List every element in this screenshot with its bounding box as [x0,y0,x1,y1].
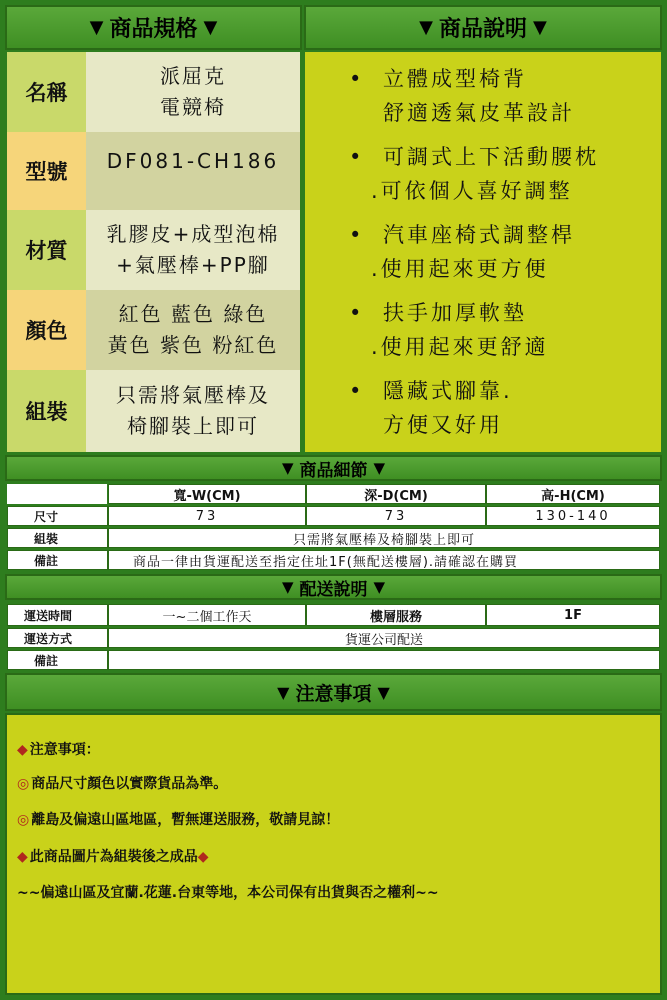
diamond-icon: ◆ [17,849,28,865]
spec-value-line: 乳膠皮+成型泡棉 [106,222,280,246]
row-label-assembly: 組裝 [7,528,108,548]
spec-label-color [7,290,86,370]
triangle-down-icon: ▼ [373,459,386,477]
triangle-down-icon: ▼ [89,17,104,38]
diamond-icon: ◆ [197,849,209,865]
note-text: 此商品圖片為組裝後之成品 [29,849,198,865]
detail-section-header [5,455,662,481]
spec-label-text: 顏色 [25,319,68,343]
spec-label-material [7,210,86,290]
spec-label-text: 組裝 [25,400,68,424]
bullet-icon: • [349,223,365,247]
desc-header-title: 商品說明 [438,17,527,42]
spec-value-assembly [86,370,300,452]
triangle-down-icon: ▼ [533,17,547,38]
triangle-down-icon: ▼ [281,459,294,477]
spec-header-title: 商品規格 [109,17,198,42]
desc-panel [305,52,661,452]
desc-line: 汽車座椅式調整桿 [383,223,575,247]
bullet-icon: • [349,301,365,325]
note-line [17,846,211,866]
circle-dot-icon: ◎ [17,812,30,828]
tilde-marker: ~~ [17,885,41,901]
floor-service-value: 1F [486,604,660,626]
notes-section-header [5,673,662,711]
spec-value-line: 派屈克 [160,64,226,88]
row-label-remark: 備註 [7,550,108,570]
note-text: 離島及偏遠山區地區，暫無運送服務，敬請見諒！ [31,812,340,828]
spec-value-line: 椅腳裝上即可 [127,414,259,438]
bullet-icon: • [349,67,365,91]
spec-value-line: 黃色 紫色 粉紅色 [107,333,279,357]
bullet-icon: • [349,145,365,169]
desc-line: 隱藏式腳靠. [383,379,513,403]
spec-label-text: 型號 [25,160,68,184]
triangle-down-icon: ▼ [373,578,386,596]
spec-value-model [86,132,300,210]
diamond-icon: ◆ [17,742,28,758]
spec-value-name [86,52,300,132]
spec-label-text: 名稱 [25,81,68,105]
spec-value-line: 紅色 藍色 綠色 [118,302,268,326]
desc-line: .可依個人喜好調整 [371,179,573,203]
triangle-down-icon: ▼ [203,17,218,38]
note-text: 注意事項： [29,742,100,758]
desc-line: 可調式上下活動腰枕 [383,145,599,169]
row-label-ship-time: 運送時間 [7,604,108,626]
bullet-icon: • [349,379,365,403]
shipping-section-header [5,574,662,600]
spec-value-line: 只需將氣壓棒及 [116,383,270,407]
triangle-down-icon: ▼ [281,578,294,596]
size-width-value: 73 [108,506,306,526]
note-line [17,739,100,759]
note-text: 偏遠山區及宜蘭.花蓮.台東等地，本公司保有出貨與否之權利~~ [40,885,439,901]
detail-header-title: 商品細節 [299,460,368,481]
col-header-height: 高-H(CM) [486,484,660,504]
spec-label-name [7,52,86,132]
note-line [17,882,439,902]
desc-line: .使用起來更舒適 [371,335,549,359]
ship-remark-value [108,650,660,670]
note-text: 商品尺寸顏色以實際貨品為準。 [31,776,228,792]
triangle-down-icon: ▼ [419,17,433,38]
row-label-ship-remark: 備註 [7,650,108,670]
triangle-down-icon: ▼ [377,682,390,702]
assembly-value: 只需將氣壓棒及椅腳裝上即可 [108,528,660,548]
spec-value-line: +氣壓棒+PP腳 [116,253,270,277]
notes-panel [5,713,662,995]
spec-value-color [86,290,300,370]
desc-section-header [304,5,662,50]
spec-label-model [7,132,86,210]
size-depth-value: 73 [306,506,486,526]
triangle-down-icon: ▼ [277,682,290,702]
ship-time-value: 一~二個工作天 [108,604,306,626]
row-label-size: 尺寸 [7,506,108,526]
notes-header-title: 注意事項 [295,682,372,705]
desc-line: 扶手加厚軟墊 [383,301,527,325]
spec-section-header [5,5,302,50]
detail-corner [7,484,107,504]
spec-value-line: DF081-CH186 [106,149,280,173]
spec-value-material [86,210,300,290]
note-line [17,809,339,829]
shipping-header-title: 配送說明 [299,579,368,600]
ship-method-value: 貨運公司配送 [108,628,660,648]
spec-value-line: 電競椅 [160,95,226,119]
desc-line: .使用起來更方便 [371,257,549,281]
size-height-value: 130-140 [486,506,660,526]
floor-service-label: 樓層服務 [306,604,486,626]
col-header-width: 寬-W(CM) [108,484,306,504]
spec-label-text: 材質 [25,239,68,263]
note-line [17,773,227,793]
spec-label-assembly [7,370,86,452]
desc-line: 立體成型椅背 [383,67,527,91]
desc-line: 舒適透氣皮革設計 [383,101,575,125]
circle-dot-icon: ◎ [17,776,30,792]
row-label-ship-method: 運送方式 [7,628,108,648]
remark-value: 商品一律由貨運配送至指定住址1F(無配送樓層).請確認在購買 [108,550,660,570]
col-header-depth: 深-D(CM) [306,484,486,504]
desc-line: 方便又好用 [383,413,503,437]
